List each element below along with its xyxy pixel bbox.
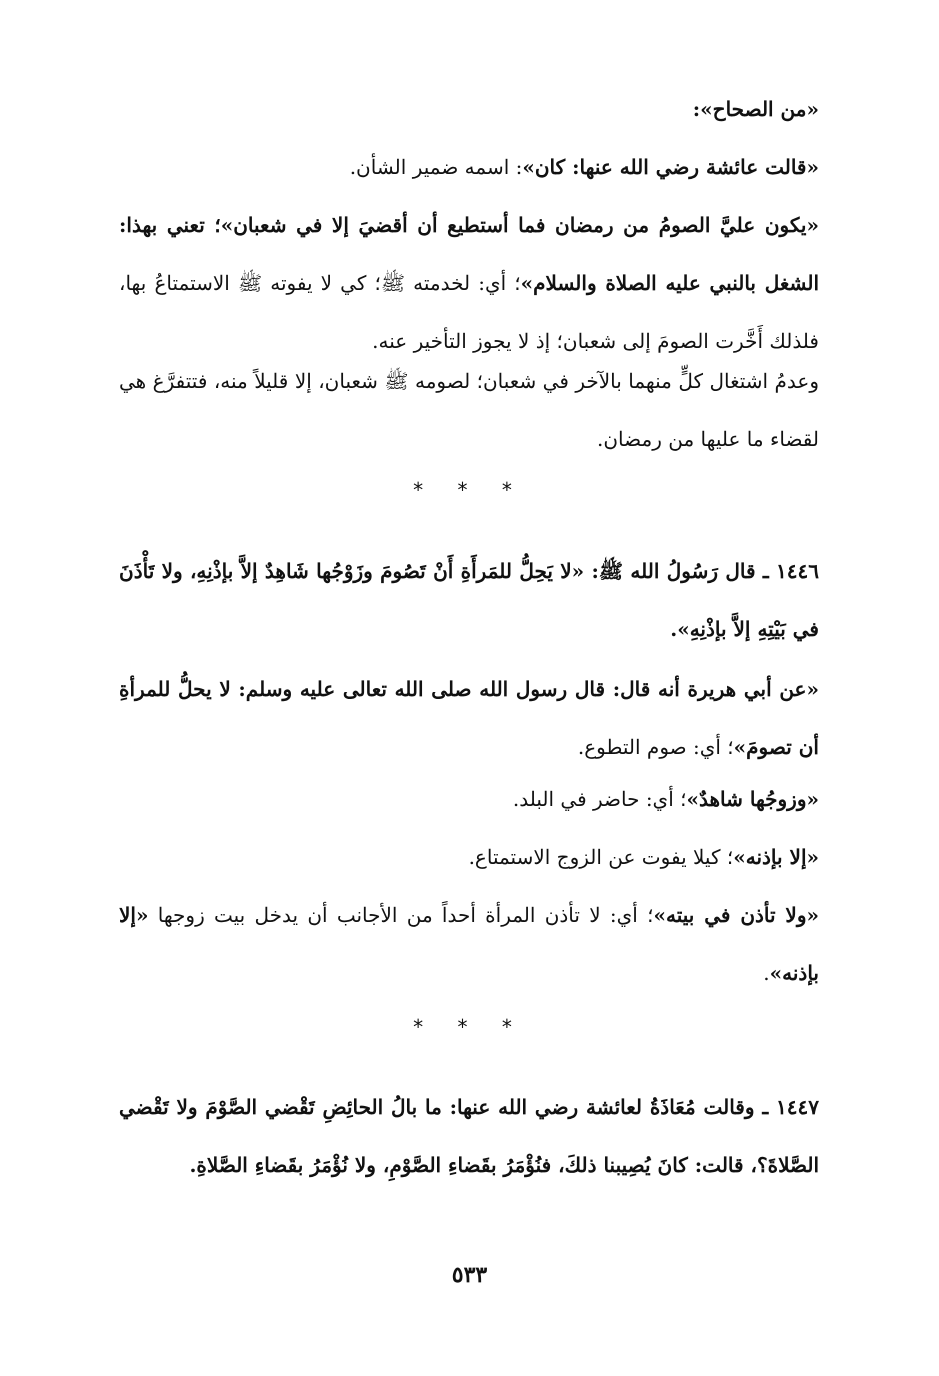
explanation-text: ؛ أي: حاضر في البلد. — [512, 787, 687, 811]
explanation-text: وعدمُ اشتغال كلٍّ منهما بالآخر في شعبان؛ لصومه ﷺ شعبان، إلا قليلاً منه، فتتفرَّغ هي لقضاء ما عليها من رمضان. — [119, 369, 819, 451]
quoted-phrase: «قالت عائشة رضي الله عنها: كان» — [522, 155, 819, 179]
commentary-paragraph — [119, 660, 819, 776]
quoted-phrase: «وزوجُها شاهدٌ» — [686, 787, 819, 811]
quoted-phrase: «عن أبي هريرة أنه قال: قال رسول الله صلى الله تعالى عليه وسلم: لا يحلُّ للمرأةِ أن تصومَ» — [119, 677, 819, 759]
section-separator: * * * — [413, 478, 526, 502]
quoted-phrase: «يكون عليَّ الصومُ من رمضان فما أستطيع أن أقضيَ إلا في شعبان»؛ تعني بهذا: الشغل بالنبي عليه الصلاة والسلام» — [119, 213, 819, 295]
commentary-paragraph — [513, 770, 819, 828]
section-separator: * * * — [413, 1015, 526, 1039]
quoted-phrase: «ولا تأذن في بيته» — [653, 903, 819, 927]
explanation-text: ؛ أي: لخدمته ﷺ؛ كي لا يفوته ﷺ الاستمتاعُ بها، فلذلك أَخَّرت الصومَ إلى شعبان؛ إذ لا يجوز التأخير عنه. — [119, 271, 819, 353]
section-heading: «من الصحاح»: — [692, 97, 819, 121]
quoted-phrase: «إلا بإذنه» — [733, 845, 819, 869]
commentary-paragraph — [469, 828, 819, 886]
hadith-text: ١٤٤٦ ـ قال رَسُولُ الله ﷺ: «لا يَحِلُّ للمَرأَةِ أَنْ تَصُومَ وزَوْجُها شَاهِدٌ إلاَّ بإذْنِهِ، ولا تَأْذَنَ في بَيْتِهِ إلاَّ بإذْنِهِ». — [119, 559, 819, 641]
explanation-text: . — [763, 961, 770, 985]
hadith-text: ١٤٤٧ ـ وقالت مُعَاذَةُ لعائشة رضي الله عنها: ما بالُ الحائِضِ تَقْضي الصَّوْمَ ولا تَقْضي الصَّلاةَ؟، قالت: كانَ يُصِيبنا ذلكَ، فنُؤْمَرُ بقَضاءِ الصَّوْمِ، ولا نُؤْمَرُ بقَضاءِ الصَّلاةِ. — [119, 1095, 819, 1177]
explanation-text: ؛ أي: لا تأذن المرأة أحداً من الأجانب أن يدخل بيت زوجها — [148, 903, 654, 927]
page-number: ٥٣٣ — [451, 1262, 488, 1288]
commentary-paragraph — [119, 352, 819, 468]
explanation-text: ؛ أي: صوم التطوع. — [577, 735, 734, 759]
commentary-paragraph — [119, 196, 819, 370]
quoted-phrase: «إلا بإذنه» — [119, 903, 819, 985]
explanation-text: ؛ كيلا يفوت عن الزوج الاستمتاع. — [468, 845, 734, 869]
commentary-paragraph — [119, 886, 819, 1002]
explanation-text: : اسمه ضمير الشأن. — [349, 155, 523, 179]
commentary-paragraph — [350, 138, 819, 196]
